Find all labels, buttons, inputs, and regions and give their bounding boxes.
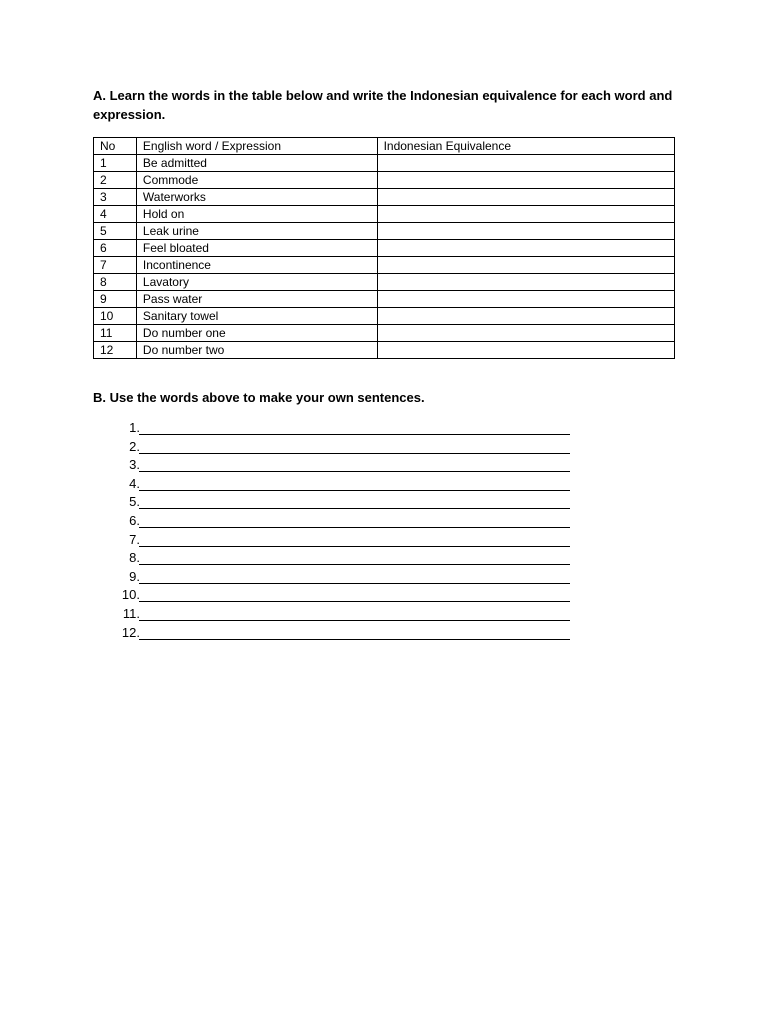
cell-indonesian-answer[interactable] [377,172,674,189]
table-row [94,274,675,291]
cell-english: Pass water [136,291,377,308]
sentence-line [110,456,580,475]
sentence-number: 5. [129,494,140,510]
header-no: No [94,138,137,155]
cell-english: Sanitary towel [136,308,377,325]
sentence-line [110,531,580,550]
cell-english: Hold on [136,206,377,223]
cell-no: 10 [94,308,137,325]
sentence-line [110,438,580,457]
cell-indonesian-answer[interactable] [377,274,674,291]
cell-no: 1 [94,155,137,172]
table-row [94,223,675,240]
sentence-line [110,624,580,643]
table-row [94,257,675,274]
cell-indonesian-answer[interactable] [377,257,674,274]
cell-english: Be admitted [136,155,377,172]
sentence-line [110,586,580,605]
section-b-heading: B. Use the words above to make your own sentences. [93,390,425,405]
cell-no: 3 [94,189,137,206]
cell-english: Leak urine [136,223,377,240]
sentence-line [110,512,580,531]
sentence-number: 7. [129,531,140,547]
table-row [94,342,675,359]
table-body [94,155,675,359]
sentence-number: 4. [129,475,140,491]
table-row [94,240,675,257]
table-header-row [94,138,675,155]
cell-indonesian-answer[interactable] [377,206,674,223]
cell-no: 8 [94,274,137,291]
table-row [94,325,675,342]
table-row [94,172,675,189]
answer-blank[interactable] [139,639,570,640]
sentence-line [110,568,580,587]
sentence-line [110,419,580,438]
answer-blank[interactable] [139,583,570,584]
answer-blank[interactable] [139,471,570,472]
answer-blank[interactable] [139,490,570,491]
cell-no: 2 [94,172,137,189]
cell-no: 9 [94,291,137,308]
answer-blank[interactable] [139,564,570,565]
answer-blank[interactable] [139,546,570,547]
sentence-line [110,549,580,568]
cell-indonesian-answer[interactable] [377,189,674,206]
answer-blank[interactable] [139,527,570,528]
cell-english: Feel bloated [136,240,377,257]
sentence-number: 1. [129,420,140,435]
cell-english: Lavatory [136,274,377,291]
header-indonesian: Indonesian Equivalence [377,138,674,155]
header-english: English word / Expression [136,138,377,155]
answer-blank[interactable] [139,620,570,621]
answer-blank[interactable] [139,453,570,454]
cell-indonesian-answer[interactable] [377,223,674,240]
vocabulary-table [93,137,675,359]
sentence-number: 8. [129,550,140,566]
cell-indonesian-answer[interactable] [377,308,674,325]
answer-blank[interactable] [139,601,570,602]
table-row [94,189,675,206]
table-row [94,308,675,325]
cell-indonesian-answer[interactable] [377,325,674,342]
cell-no: 6 [94,240,137,257]
cell-indonesian-answer[interactable] [377,342,674,359]
cell-english: Do number two [136,342,377,359]
cell-no: 12 [94,342,137,359]
cell-no: 11 [94,325,137,342]
cell-english: Incontinence [136,257,377,274]
cell-english: Waterworks [136,189,377,206]
cell-no: 7 [94,257,137,274]
table-row [94,155,675,172]
cell-indonesian-answer[interactable] [377,291,674,308]
sentence-line [110,605,580,624]
section-a-heading: A. Learn the words in the table below and write the Indonesian equivalence for each word and expression. [93,88,673,122]
sentence-list [110,419,580,642]
cell-no: 5 [94,223,137,240]
sentence-number: 11. [122,605,140,621]
sentence-line [110,493,580,512]
sentence-number: 10. [121,587,140,603]
answer-blank[interactable] [139,434,570,435]
sentence-number: 2. [129,438,140,454]
sentence-number: 12. [121,624,140,640]
cell-indonesian-answer[interactable] [377,155,674,172]
sentence-line [110,475,580,494]
cell-indonesian-answer[interactable] [377,240,674,257]
sentence-number: 9. [129,568,140,584]
sentence-number: 6. [129,512,140,528]
cell-english: Do number one [136,325,377,342]
table-row [94,291,675,308]
table-row [94,206,675,223]
sentence-number: 3. [129,457,140,473]
answer-blank[interactable] [139,508,570,509]
cell-english: Commode [136,172,377,189]
cell-no: 4 [94,206,137,223]
